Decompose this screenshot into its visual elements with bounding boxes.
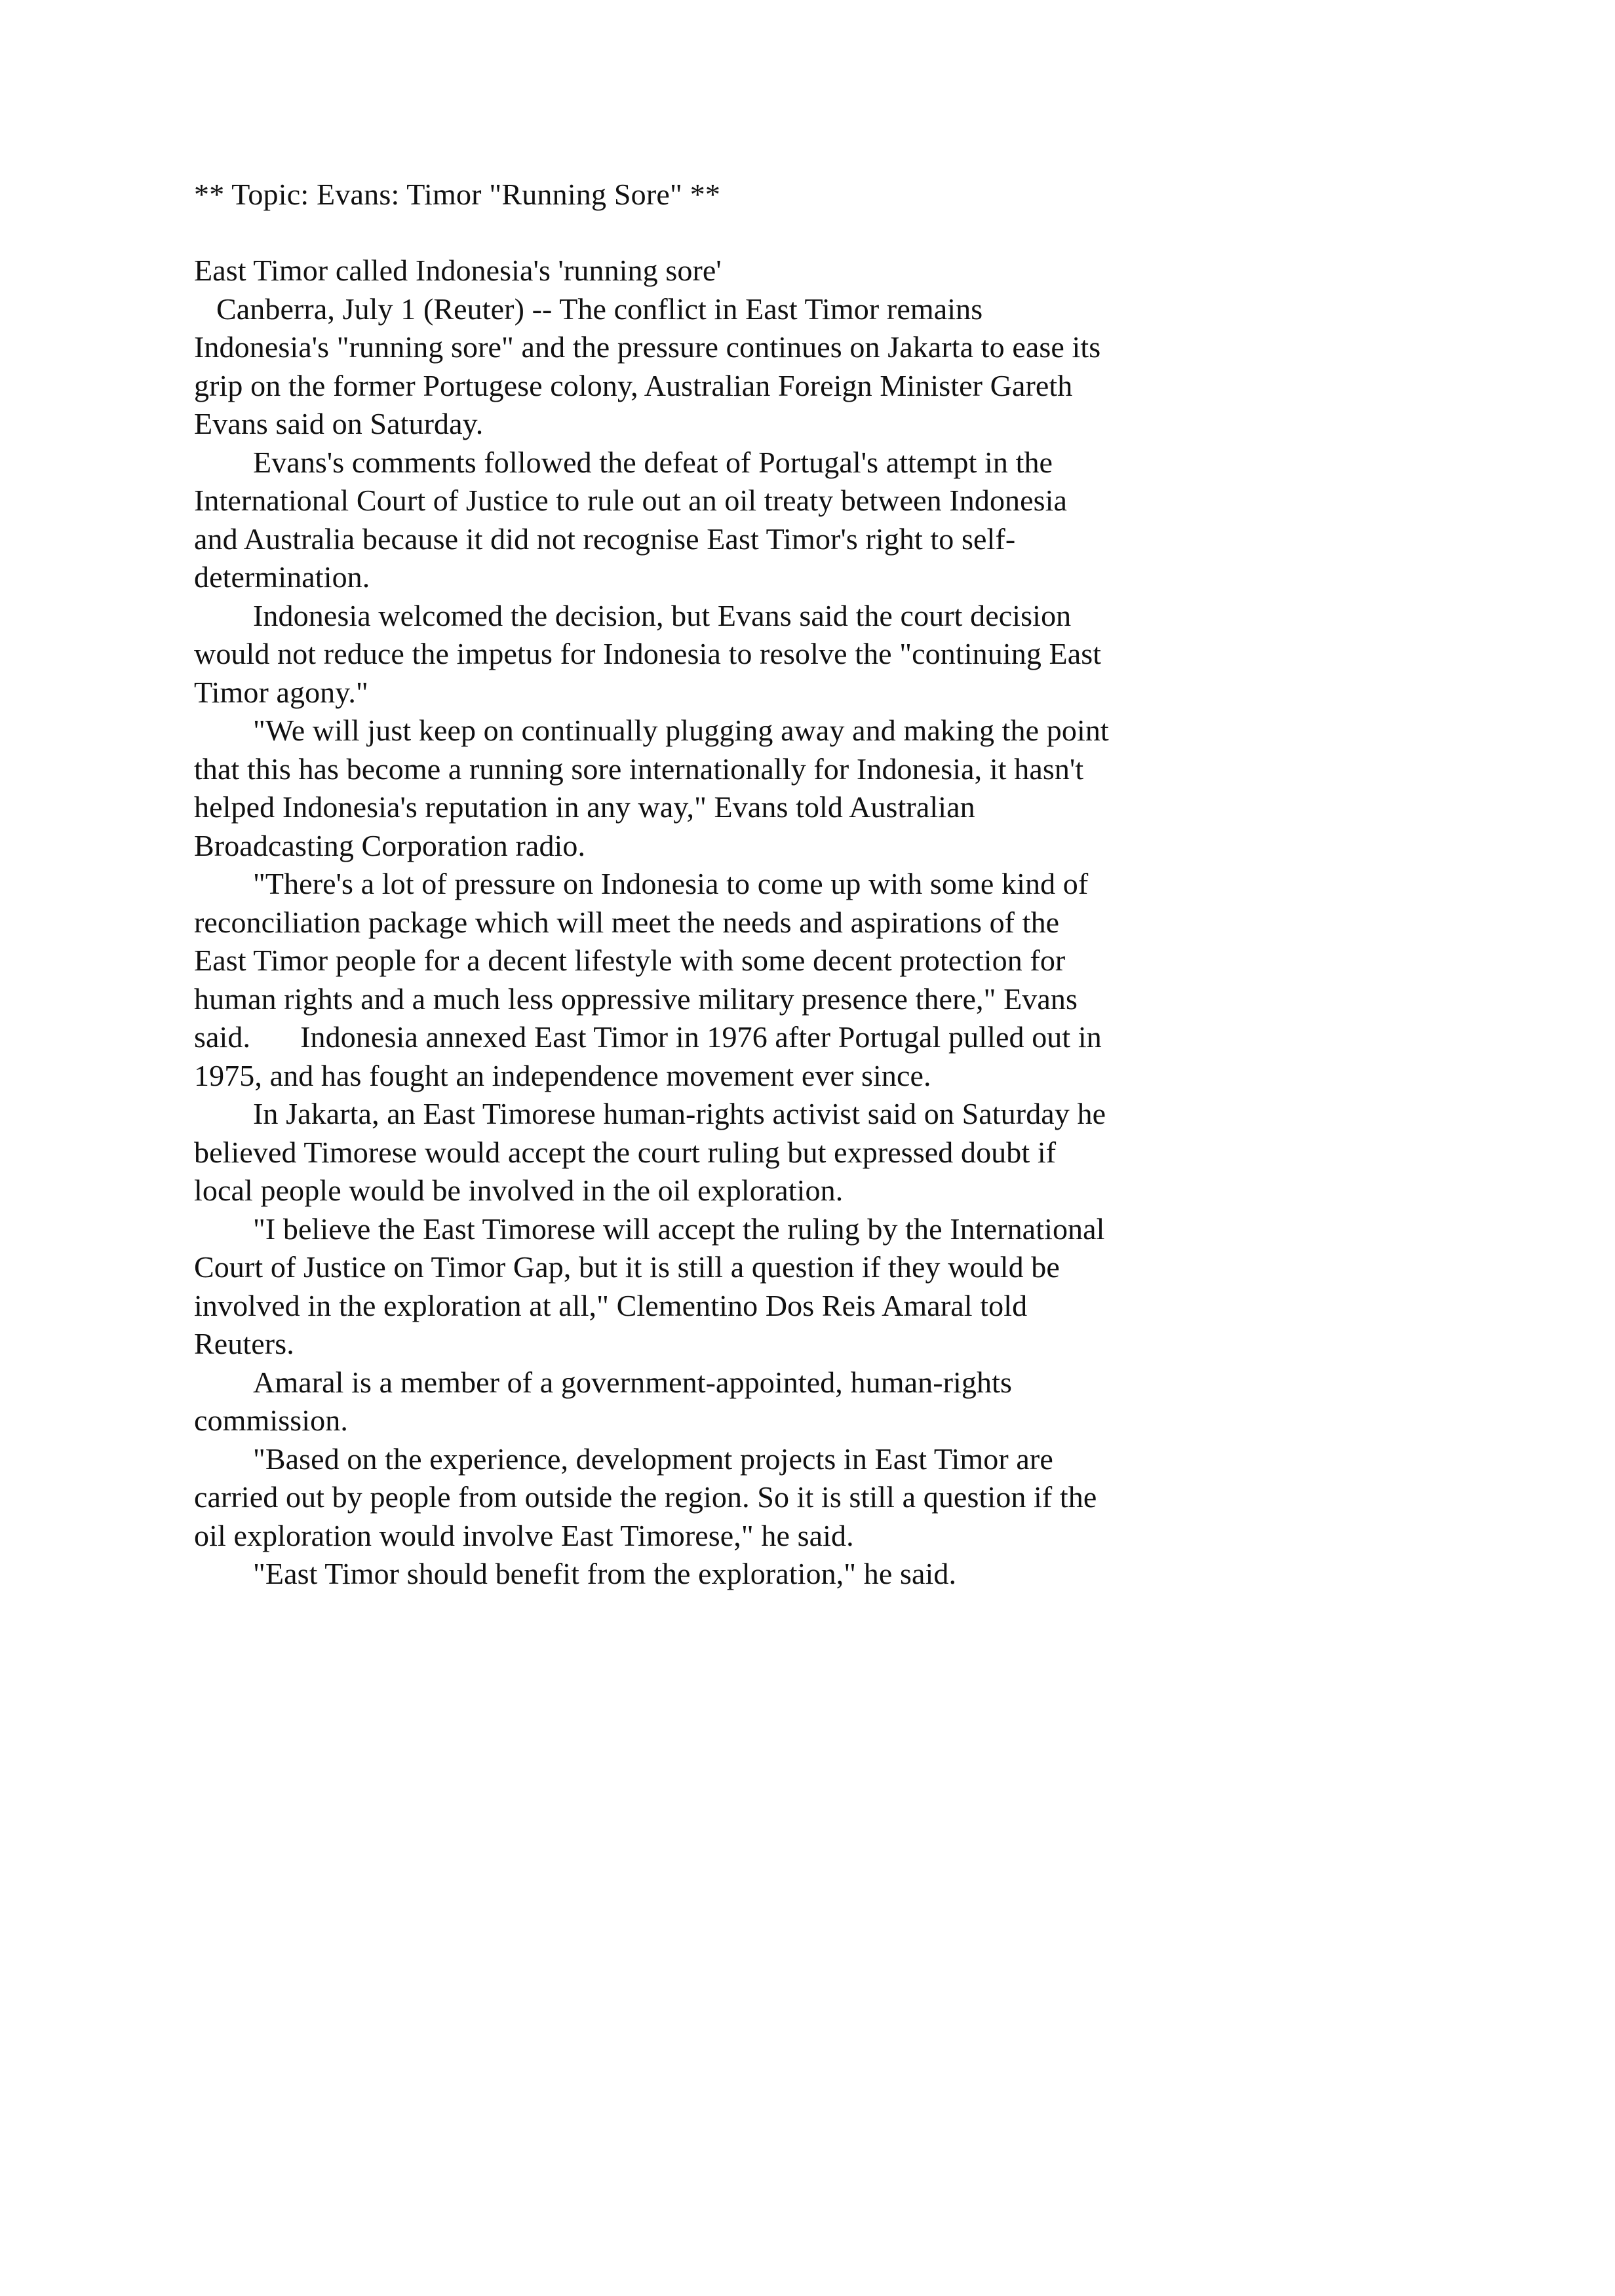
paragraph-line: Timor agony." (194, 675, 368, 709)
paragraph-line: grip on the former Portugese colony, Australian Foreign Minister Gareth (194, 368, 1073, 402)
article-body (194, 252, 1243, 1594)
paragraph-line: that this has become a running sore internationally for Indonesia, it hasn't (194, 752, 1084, 786)
paragraph-line: "There's a lot of pressure on Indonesia to come up with some kind of (253, 867, 1089, 900)
split-line-end: Indonesia annexed East Timor in 1976 after Portugal pulled out in (300, 1020, 1102, 1054)
paragraph-split-line (194, 1018, 1243, 1057)
article-paragraph (194, 597, 1243, 712)
paragraph-line: believed Timorese would accept the court ruling but expressed doubt if (194, 1135, 1057, 1169)
paragraph-line: Amaral is a member of a government-appointed, human-rights (253, 1365, 1013, 1399)
paragraph-line: In Jakarta, an East Timorese human-rights activist said on Saturday he (253, 1097, 1106, 1130)
article-paragraph (194, 290, 1243, 444)
paragraph-line: local people would be involved in the oil exploration. (194, 1174, 844, 1207)
topic-line: ** Topic: Evans: Timor "Running Sore" ** (194, 178, 721, 211)
paragraph-line: "I believe the East Timorese will accept the ruling by the International (253, 1212, 1105, 1246)
paragraph-line: helped Indonesia's reputation in any way," Evans told Australian (194, 790, 975, 824)
paragraph-line: "Based on the experience, development projects in East Timor are (253, 1442, 1053, 1476)
paragraph-line: International Court of Justice to rule out an oil treaty between Indonesia (194, 484, 1068, 517)
article-paragraph (194, 1555, 1243, 1594)
paragraph-line: and Australia because it did not recognise East Timor's right to self- (194, 522, 1016, 556)
article-paragraph (194, 444, 1243, 597)
paragraph-line: commission. (194, 1404, 348, 1437)
article-paragraph (194, 1095, 1243, 1210)
paragraph-line: "East Timor should benefit from the exploration," he said. (253, 1557, 957, 1590)
article-headline: East Timor called Indonesia's 'running sore' (194, 254, 722, 287)
paragraph-line: would not reduce the impetus for Indonesia to resolve the "continuing East (194, 637, 1102, 670)
paragraph-line: Court of Justice on Timor Gap, but it is still a question if they would be (194, 1250, 1060, 1284)
article-paragraph (194, 865, 1243, 1095)
article-paragraph (194, 1364, 1243, 1440)
paragraph-line: determination. (194, 560, 370, 594)
paragraph-line: Reuters. (194, 1327, 294, 1360)
split-line-start: said. (194, 1020, 251, 1054)
paragraph-line: Broadcasting Corporation radio. (194, 828, 586, 862)
paragraph-line: reconciliation package which will meet the needs and aspirations of the (194, 905, 1060, 939)
paragraph-line: Indonesia welcomed the decision, but Evans said the court decision (253, 598, 1072, 632)
paragraph-line: Indonesia's "running sore" and the pressure continues on Jakarta to ease its (194, 330, 1101, 364)
article-paragraph (194, 712, 1243, 865)
paragraph-line: Evans's comments followed the defeat of Portugal's attempt in the (253, 445, 1053, 479)
paragraph-line: "We will just keep on continually plugging away and making the point (253, 714, 1109, 747)
paragraph-line: Evans said on Saturday. (194, 407, 484, 440)
paragraph-line: involved in the exploration at all," Clementino Dos Reis Amaral told (194, 1288, 1028, 1322)
paragraph-line: East Timor people for a decent lifestyle with some decent protection for (194, 944, 1066, 977)
paragraph-line: carried out by people from outside the region. So it is still a question if the (194, 1480, 1097, 1514)
paragraph-line: oil exploration would involve East Timorese," he said. (194, 1518, 854, 1552)
article-paragraph (194, 1210, 1243, 1364)
paragraph-line: 1975, and has fought an independence movement ever since. (194, 1058, 931, 1092)
paragraph-line: Canberra, July 1 (Reuter) -- The conflict in East Timor remains (216, 292, 983, 326)
article-paragraph (194, 1440, 1243, 1556)
paragraph-line: human rights and a much less oppressive military presence there," Evans (194, 982, 1078, 1016)
